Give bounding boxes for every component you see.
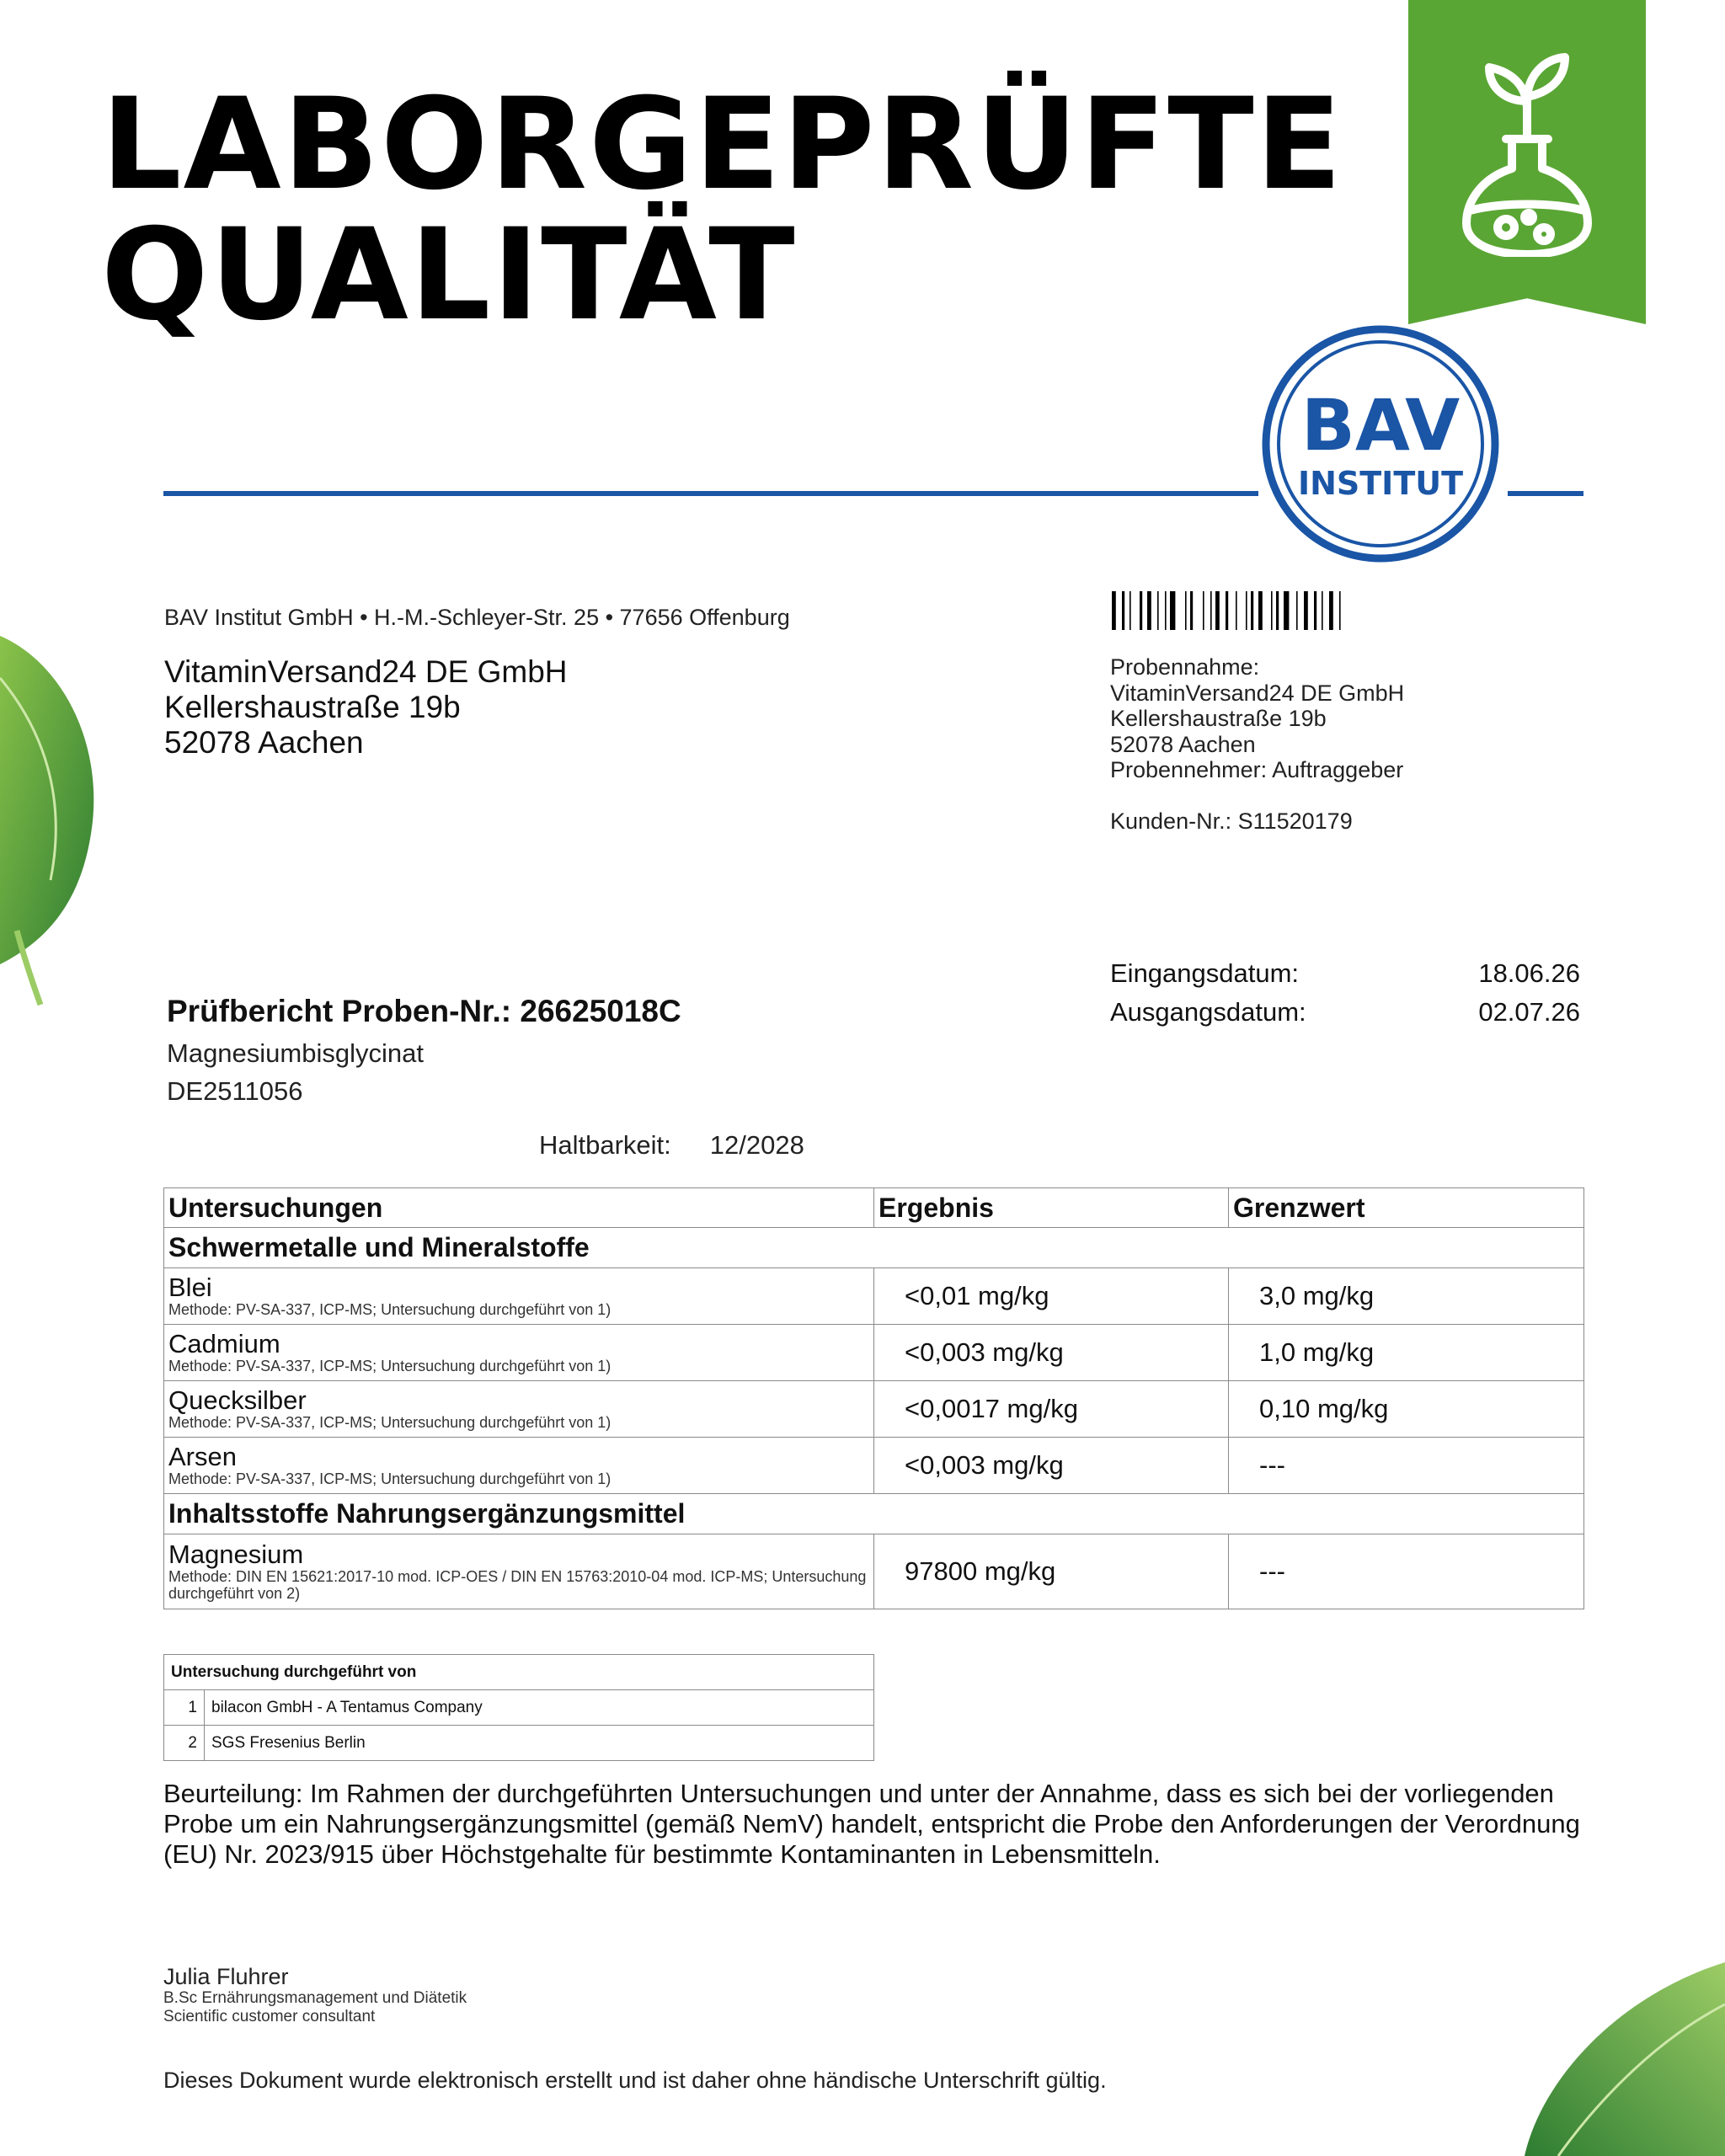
signer-degree: B.Sc Ernährungsmanagement und Diätetik [163,1989,467,2007]
table-row [164,1268,1584,1325]
table-row [164,1726,874,1761]
header-untersuchungen: Untersuchungen [164,1188,874,1228]
signer-name: Julia Fluhrer [163,1964,289,1989]
shelf-life [539,1130,804,1161]
received-date-row [1110,954,1580,993]
sample-company: VitaminVersand24 DE GmbH [1110,680,1405,706]
sender-address-line: BAV Institut GmbH • H.-M.-Schleyer-Str. 25 • 77656 Offenburg [164,605,790,630]
result-value: 97800 mg/kg [874,1534,1229,1609]
limit-value: 0,10 mg/kg [1229,1381,1584,1438]
product-code: DE2511056 [167,1076,303,1106]
results-table [163,1187,1584,1609]
section-title: Schwermetalle und Mineralstoffe [164,1228,1584,1268]
leaf-bottom-right-decoration [1491,1954,1725,2156]
table-row [164,1534,1584,1609]
section-row-supplements [164,1494,1584,1534]
limit-value: 3,0 mg/kg [1229,1268,1584,1325]
parameter-name: Cadmium [168,1329,280,1358]
shelf-life-label: Haltbarkeit: [539,1130,671,1160]
issued-date-value: 02.07.26 [1478,997,1580,1027]
limit-value: 1,0 mg/kg [1229,1325,1584,1381]
received-date-label: Eingangsdatum: [1110,958,1300,988]
section-row-heavy-metals [164,1228,1584,1268]
result-value: <0,0017 mg/kg [874,1381,1229,1438]
table-row [164,1438,1584,1494]
barcode [1112,591,1390,630]
product-name: Magnesiumbisglycinat [167,1038,424,1068]
customer-number: Kunden-Nr.: S11520179 [1110,808,1353,834]
method-text: Methode: PV-SA-337, ICP-MS; Untersuchung durchgeführt von 1) [168,1301,611,1318]
issued-date-row [1110,993,1580,1032]
labs-header-row [164,1655,874,1690]
signer-role: Scientific customer consultant [163,2008,376,2025]
table-row [164,1690,874,1726]
lab-name: SGS Fresenius Berlin [205,1726,874,1761]
header-ergebnis: Ergebnis [874,1188,1229,1228]
headline-line-1: LABORGEPRÜFTE [101,72,1344,218]
parameter-name: Arsen [168,1442,237,1471]
method-text: Methode: DIN EN 15621:2017-10 mod. ICP-OES / DIN EN 15763:2010-04 mod. ICP-MS; Untersuchung durchgeführt von 2) [168,1568,867,1602]
table-row [164,1325,1584,1381]
parameter-name: Magnesium [168,1540,304,1569]
footer-note: Dieses Dokument wurde elektronisch erstellt und ist daher ohne händische Unterschrift gültig. [163,2068,1107,2093]
recipient-address [164,654,568,760]
method-text: Methode: PV-SA-337, ICP-MS; Untersuchung durchgeführt von 1) [168,1358,611,1374]
method-text: Methode: PV-SA-337, ICP-MS; Untersuchung durchgeführt von 1) [168,1470,611,1487]
recipient-company: VitaminVersand24 DE GmbH [164,654,568,689]
parameter-cell [164,1268,874,1325]
flask-sprout-icon [1460,51,1594,257]
recipient-city: 52078 Aachen [164,725,364,760]
parameter-name: Blei [168,1273,212,1302]
assessment-paragraph: Beurteilung: Im Rahmen der durchgeführten Untersuchungen und unter der Annahme, dass es sich bei der vorliegenden Probe um ein Nahrungsergänzungsmittel (gemäß NemV) handelt, entspricht die Probe den Anforderungen der Verordnung (EU) Nr. 2023/915 über Höchstgehalte für bestimmte Kontaminanten in Lebensmitteln. [163,1779,1580,1869]
headline-line-2: QUALITÄT [101,202,797,349]
lab-number: 1 [164,1690,205,1726]
parameter-cell [164,1325,874,1381]
limit-value: --- [1229,1534,1584,1609]
divider-line-left [163,491,1258,496]
result-value: <0,01 mg/kg [874,1268,1229,1325]
parameter-cell [164,1438,874,1494]
sample-label: Probennahme: [1110,654,1260,680]
labs-table [163,1654,874,1761]
received-date-value: 18.06.26 [1478,958,1580,988]
result-value: <0,003 mg/kg [874,1438,1229,1494]
parameter-cell [164,1534,874,1609]
report-title: Prüfbericht Proben-Nr.: 26625018C [167,994,681,1028]
limit-value: --- [1229,1438,1584,1494]
signer-block [163,1964,467,2026]
sample-street: Kellershaustraße 19b [1110,706,1327,731]
results-header-row [164,1188,1584,1228]
section-title: Inhaltsstoffe Nahrungsergänzungsmittel [164,1494,1584,1534]
table-row [164,1381,1584,1438]
shelf-life-value: 12/2028 [709,1130,804,1160]
lab-number: 2 [164,1726,205,1761]
header-grenzwert: Grenzwert [1229,1188,1584,1228]
parameter-name: Quecksilber [168,1385,307,1415]
seal-text-institut: INSTITUT [1297,465,1464,502]
result-value: <0,003 mg/kg [874,1325,1229,1381]
sampler: Probennehmer: Auftraggeber [1110,757,1404,782]
seal-text-bav: BAV [1300,384,1461,467]
sample-info [1110,654,1404,783]
recipient-street: Kellershaustraße 19b [164,690,461,724]
bav-institut-seal [1262,325,1499,563]
headline [101,72,1344,349]
labs-header: Untersuchung durchgeführt von [164,1655,874,1690]
sample-city: 52078 Aachen [1110,731,1256,757]
lab-name: bilacon GmbH - A Tentamus Company [205,1690,874,1726]
divider-line-right [1508,491,1583,496]
leaf-left-decoration [0,627,109,1006]
dates-block [1110,954,1580,1032]
issued-date-label: Ausgangsdatum: [1110,997,1306,1027]
parameter-cell [164,1381,874,1438]
method-text: Methode: PV-SA-337, ICP-MS; Untersuchung durchgeführt von 1) [168,1414,611,1431]
